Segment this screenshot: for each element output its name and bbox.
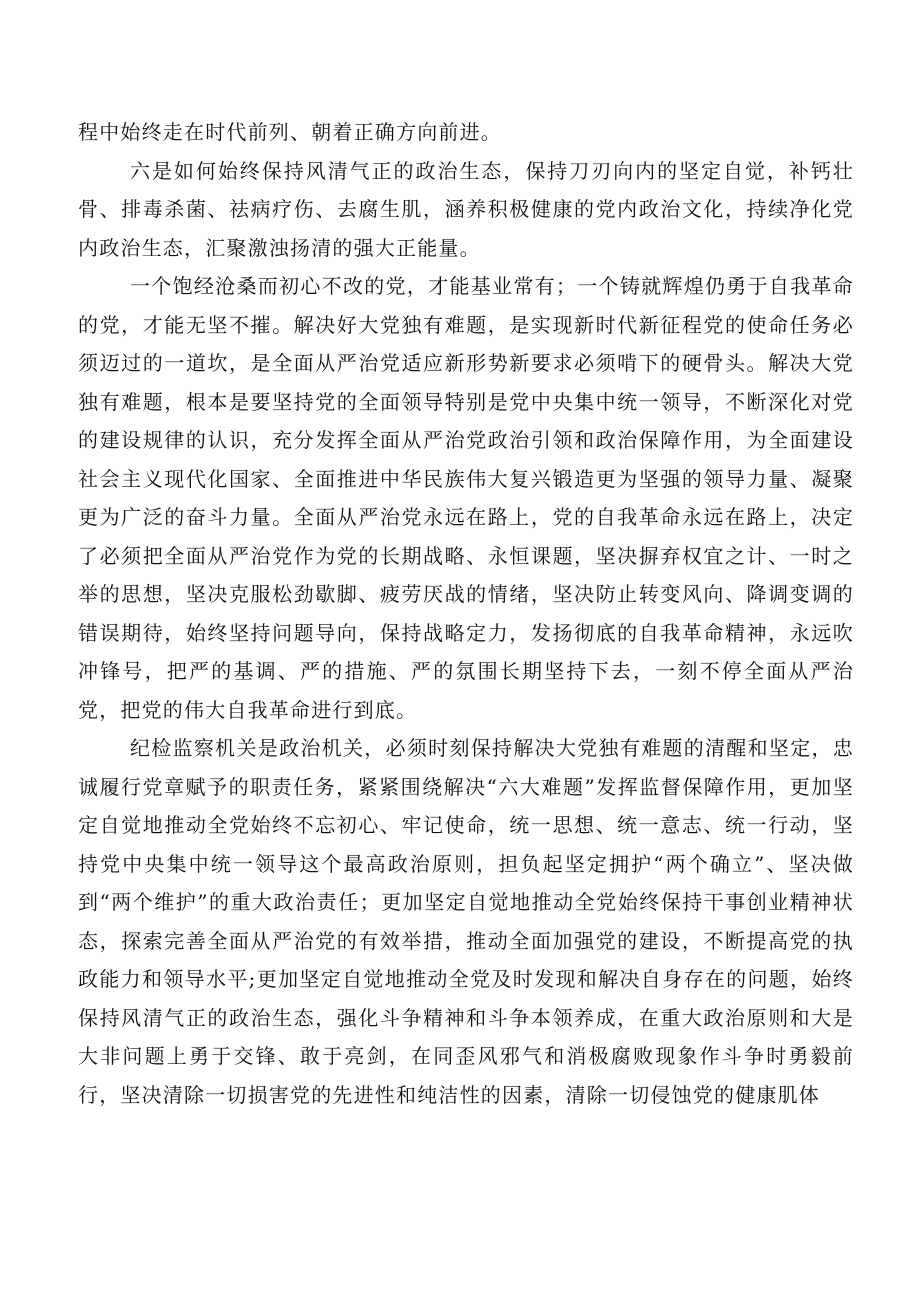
document-body bbox=[78, 113, 854, 1114]
paragraph-self-revolution: 一个饱经沧桑而初心不改的党，才能基业常有；一个铸就辉煌仍勇于自我革命的党，才能无坚不摧。解决好大党独有难题，是实现新时代新征程党的使命任务必须迈过的一道坎，是全面从严治党适应新形势新要求必须啃下的硬骨头。解决大党独有难题，根本是要坚持党的全面领导特别是党中央集中统一领导，不断深化对党的建设规律的认识，充分发挥全面从严治党政治引领和政治保障作用，为全面建设社会主义现代化国家、全面推进中华民族伟大复兴锻造更为坚强的领导力量、凝聚更为广泛的奋斗力量。全面从严治党永远在路上，党的自我革命永远在路上，决定了必须把全面从严治党作为党的长期战略、永恒课题，坚决摒弃权宜之计、一时之举的思想，坚决克服松劲歇脚、疲劳厌战的情绪，坚决防止转变风向、降调变调的错误期待，始终坚持问题导向，保持战略定力，发扬彻底的自我革命精神，永远吹冲锋号，把严的基调、严的措施、严的氛围长期坚持下去，一刻不停全面从严治党，把党的伟大自我革命进行到底。 bbox=[78, 274, 854, 722]
paragraph-continuation: 程中始终走在时代前列、朝着正确方向前进。 bbox=[78, 120, 502, 144]
paragraph-point-six: 六是如何始终保持风清气正的政治生态，保持刀刃向内的坚定自觉，补钙壮骨、排毒杀菌、祛病疗伤、去腐生肌，涵养积极健康的党内政治文化，持续净化党内政治生态，汇聚激浊扬清的强大正能量。 bbox=[78, 158, 854, 260]
paragraph-discipline-inspection: 纪检监察机关是政治机关，必须时刻保持解决大党独有难题的清醒和坚定，忠诚履行党章赋予的职责任务，紧紧围绕解决“六大难题”发挥监督保障作用，更加坚定自觉地推动全党始终不忘初心、牢记使命，统一思想、统一意志、统一行动，坚持党中央集中统一领导这个最高政治原则，担负起坚定拥护“两个确立”、坚决做到“两个维护”的重大政治责任；更加坚定自觉地推动全党始终保持干事创业精神状态，探索完善全面从严治党的有效举措，推动全面加强党的建设，不断提高党的执政能力和领导水平;更加坚定自觉地推动全党及时发现和解决自身存在的问题，始终保持风清气正的政治生态，强化斗争精神和斗争本领养成，在重大政治原则和大是大非问题上勇于交锋、敢于亮剑，在同歪风邪气和消极腐败现象作斗争时勇毅前行，坚决清除一切损害党的先进性和纯洁性的因素，清除一切侵蚀党的健康肌体 bbox=[78, 736, 854, 1107]
